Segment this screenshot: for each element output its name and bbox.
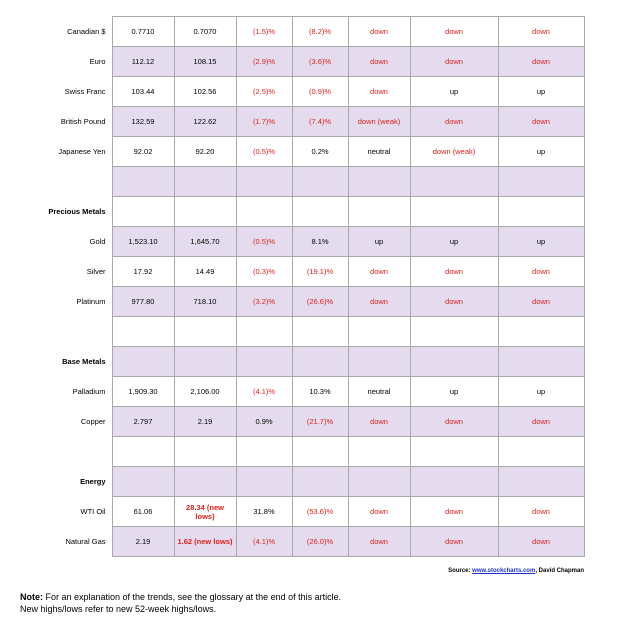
table-cell — [236, 197, 292, 227]
table-cell: 92.20 — [174, 137, 236, 167]
table-cell: 1,523.10 — [112, 227, 174, 257]
spacer-row — [16, 437, 584, 467]
table-cell: 1.62 (new lows) — [174, 527, 236, 557]
table-cell — [498, 167, 584, 197]
table-cell — [292, 437, 348, 467]
table-cell — [112, 197, 174, 227]
table-cell — [174, 167, 236, 197]
table-cell — [174, 197, 236, 227]
row-label: Japanese Yen — [16, 137, 112, 167]
table-cell: (8.2)% — [292, 17, 348, 47]
row-label — [16, 437, 112, 467]
table-cell: down — [410, 17, 498, 47]
table-cell: down — [498, 497, 584, 527]
table-cell — [348, 197, 410, 227]
table-cell — [348, 467, 410, 497]
table-cell: neutral — [348, 137, 410, 167]
table-cell: (0.3)% — [236, 257, 292, 287]
table-cell — [348, 437, 410, 467]
table-cell: (19.1)% — [292, 257, 348, 287]
table-cell: up — [410, 227, 498, 257]
table-cell — [112, 167, 174, 197]
table-row — [16, 377, 584, 407]
table-cell: 132.59 — [112, 107, 174, 137]
table-cell: 977.80 — [112, 287, 174, 317]
table-cell — [292, 467, 348, 497]
table-cell: 0.9% — [236, 407, 292, 437]
table-cell: down — [410, 287, 498, 317]
table-cell — [410, 317, 498, 347]
table-cell: 122.62 — [174, 107, 236, 137]
table-cell — [174, 467, 236, 497]
market-trends-table — [16, 16, 585, 557]
table-cell: (1.5)% — [236, 17, 292, 47]
table-cell: 1,909.30 — [112, 377, 174, 407]
table-cell — [498, 467, 584, 497]
table-cell: 0.2% — [292, 137, 348, 167]
table-cell: down — [410, 47, 498, 77]
table-cell: 1,645.70 — [174, 227, 236, 257]
table-cell: down — [348, 77, 410, 107]
row-label: British Pound — [16, 107, 112, 137]
table-row — [16, 107, 584, 137]
table-cell: down — [498, 527, 584, 557]
table-cell: down — [498, 287, 584, 317]
note-line-2: New highs/lows refer to new 52-week highs/lows. — [20, 604, 217, 614]
table-cell: 10.3% — [292, 377, 348, 407]
table-cell — [236, 167, 292, 197]
table-cell: (3.2)% — [236, 287, 292, 317]
table-cell: down — [498, 107, 584, 137]
table-cell: 0.7070 — [174, 17, 236, 47]
table-cell: (3.6)% — [292, 47, 348, 77]
table-row — [16, 527, 584, 557]
table-row — [16, 227, 584, 257]
table-cell: (7.4)% — [292, 107, 348, 137]
table-cell: (26.6)% — [292, 287, 348, 317]
table-row — [16, 257, 584, 287]
table-cell: down — [498, 407, 584, 437]
row-label: Gold — [16, 227, 112, 257]
table-cell: 17.92 — [112, 257, 174, 287]
table-cell: down — [410, 107, 498, 137]
table-cell: 102.56 — [174, 77, 236, 107]
table-cell — [236, 467, 292, 497]
row-label: Platinum — [16, 287, 112, 317]
table-cell: (0.9)% — [292, 77, 348, 107]
table-cell: down (weak) — [410, 137, 498, 167]
table-cell: down — [410, 497, 498, 527]
spacer-row — [16, 317, 584, 347]
table-cell: 92.02 — [112, 137, 174, 167]
table-cell — [498, 347, 584, 377]
section-label: Energy — [16, 467, 112, 497]
table-cell: up — [348, 227, 410, 257]
row-label — [16, 167, 112, 197]
section-label: Base Metals — [16, 347, 112, 377]
table-row — [16, 287, 584, 317]
table-cell — [292, 197, 348, 227]
table-cell — [348, 167, 410, 197]
row-label: WTI Oil — [16, 497, 112, 527]
section-label: Precious Metals — [16, 197, 112, 227]
table-cell: down — [410, 257, 498, 287]
table-cell: down — [498, 257, 584, 287]
table-cell: 718.10 — [174, 287, 236, 317]
table-cell — [410, 437, 498, 467]
section-header-row — [16, 467, 584, 497]
table-cell: neutral — [348, 377, 410, 407]
table-cell — [236, 437, 292, 467]
table-cell — [174, 347, 236, 377]
table-cell — [410, 467, 498, 497]
note-line-1: For an explanation of the trends, see the glossary at the end of this article. — [43, 592, 342, 602]
table-cell: down (weak) — [348, 107, 410, 137]
table-cell: (0.5)% — [236, 137, 292, 167]
table-cell — [112, 437, 174, 467]
table-cell: down — [348, 287, 410, 317]
table-cell: 103.44 — [112, 77, 174, 107]
table-cell: up — [498, 137, 584, 167]
table-cell: 61.06 — [112, 497, 174, 527]
table-cell: down — [348, 17, 410, 47]
table-cell — [498, 317, 584, 347]
table-cell — [348, 347, 410, 377]
table-cell: 2,106.00 — [174, 377, 236, 407]
table-cell: (53.6)% — [292, 497, 348, 527]
row-label — [16, 317, 112, 347]
table-cell: 14.49 — [174, 257, 236, 287]
table-cell: (21.7)% — [292, 407, 348, 437]
table-cell: 2.797 — [112, 407, 174, 437]
table-cell — [410, 347, 498, 377]
row-label: Natural Gas — [16, 527, 112, 557]
row-label: Canadian $ — [16, 17, 112, 47]
row-label: Palladium — [16, 377, 112, 407]
table-cell — [236, 347, 292, 377]
source-link[interactable]: www.stockcharts.com — [472, 568, 536, 574]
table-cell: 2.19 — [174, 407, 236, 437]
table-cell: down — [410, 527, 498, 557]
row-label: Copper — [16, 407, 112, 437]
table-cell — [410, 167, 498, 197]
table-cell: up — [410, 377, 498, 407]
table-cell: 0.7710 — [112, 17, 174, 47]
table-row — [16, 47, 584, 77]
source-prefix: Source: — [448, 568, 473, 574]
table-cell — [112, 467, 174, 497]
table-cell: (4.1)% — [236, 377, 292, 407]
table-cell: up — [498, 227, 584, 257]
table-cell — [410, 197, 498, 227]
note-label: Note: — [20, 592, 43, 602]
table-cell — [292, 347, 348, 377]
table-cell — [498, 437, 584, 467]
table-cell — [292, 167, 348, 197]
table-cell — [236, 317, 292, 347]
table-row — [16, 17, 584, 47]
table-cell: (2.9)% — [236, 47, 292, 77]
spacer-row — [16, 167, 584, 197]
table-row — [16, 497, 584, 527]
table-cell — [174, 437, 236, 467]
table-row — [16, 407, 584, 437]
table-cell: down — [348, 257, 410, 287]
table-cell: down — [348, 47, 410, 77]
table-row — [16, 77, 584, 107]
table-cell: down — [348, 497, 410, 527]
table-cell — [112, 317, 174, 347]
table-row — [16, 137, 584, 167]
table-cell — [292, 317, 348, 347]
table-cell: 112.12 — [112, 47, 174, 77]
table-cell: 28.34 (new lows) — [174, 497, 236, 527]
source-line — [380, 568, 584, 574]
table-cell: (4.1)% — [236, 527, 292, 557]
source-suffix: , David Chapman — [535, 568, 584, 574]
table-cell: 2.19 — [112, 527, 174, 557]
section-header-row — [16, 347, 584, 377]
note — [20, 591, 341, 615]
table-cell: down — [348, 407, 410, 437]
row-label: Silver — [16, 257, 112, 287]
table-cell — [348, 317, 410, 347]
table-cell: (26.0)% — [292, 527, 348, 557]
table-cell: (2.5)% — [236, 77, 292, 107]
table-cell: down — [498, 17, 584, 47]
table-cell: down — [410, 407, 498, 437]
table-cell: up — [498, 77, 584, 107]
table-cell: 8.1% — [292, 227, 348, 257]
table-cell — [174, 317, 236, 347]
table-cell: up — [410, 77, 498, 107]
table-cell — [498, 197, 584, 227]
section-header-row — [16, 197, 584, 227]
table-cell: (0.5)% — [236, 227, 292, 257]
table-cell: up — [498, 377, 584, 407]
table-cell: (1.7)% — [236, 107, 292, 137]
table-cell: 31.8% — [236, 497, 292, 527]
table-cell — [112, 347, 174, 377]
table-cell: 108.15 — [174, 47, 236, 77]
row-label: Swiss Franc — [16, 77, 112, 107]
table-cell: down — [348, 527, 410, 557]
table-cell: down — [498, 47, 584, 77]
row-label: Euro — [16, 47, 112, 77]
